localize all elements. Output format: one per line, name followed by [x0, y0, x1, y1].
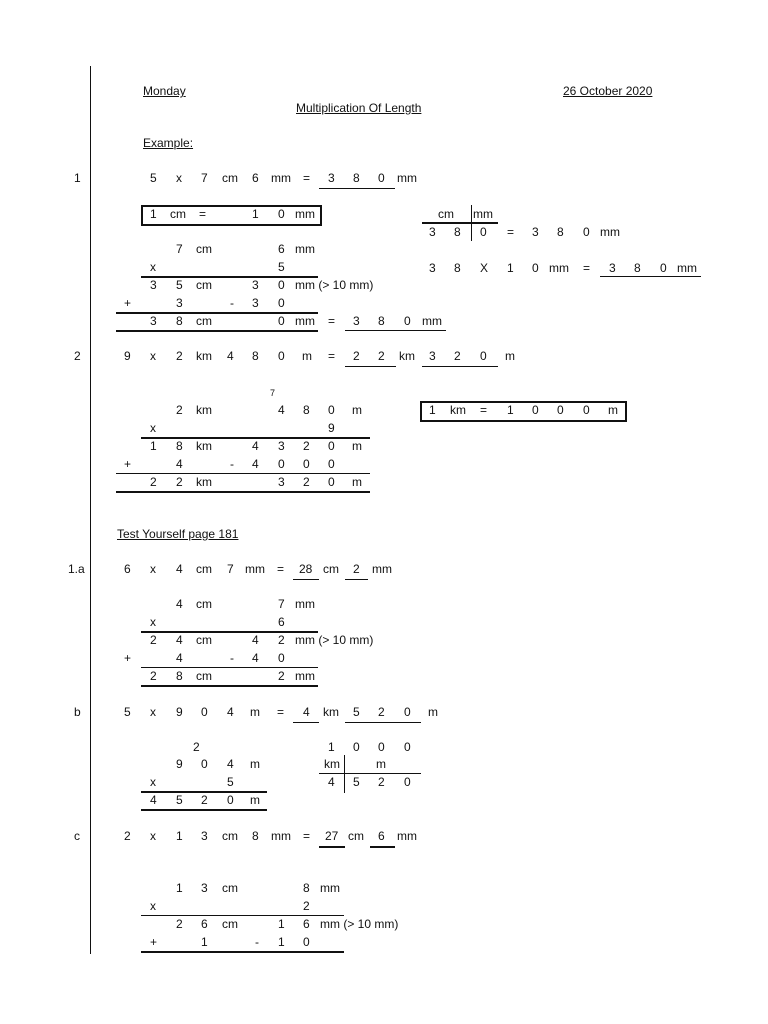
work-digit: 8	[303, 403, 310, 417]
multiply-sign: x	[150, 899, 156, 913]
plus-sign: +	[124, 296, 132, 310]
work-digit: 2	[278, 669, 285, 683]
unit: cm	[348, 829, 364, 843]
minus-sign: -	[255, 935, 259, 949]
unit: cm	[222, 171, 238, 185]
term: 6	[252, 171, 259, 185]
question-number: c	[74, 829, 80, 843]
conversion-unit: mm	[295, 207, 315, 221]
work-digit: 2	[176, 917, 183, 931]
conversion-operator: =	[199, 207, 207, 221]
work-digit: 1	[176, 881, 183, 895]
answer-digit: 3	[429, 349, 436, 363]
term: 3	[429, 261, 436, 275]
work-digit: 8	[303, 881, 310, 895]
margin-line	[90, 66, 91, 954]
work-unit: cm	[196, 669, 212, 683]
answer-underline	[345, 366, 396, 367]
unit: mm	[677, 261, 697, 275]
work-digit: 3	[278, 475, 285, 489]
work-digit: 5	[176, 793, 183, 807]
term: 1	[176, 829, 183, 843]
work-digit: 0	[227, 793, 234, 807]
work-unit: cm	[196, 278, 212, 292]
work-digit: 1	[278, 935, 285, 949]
answer-digit: 2	[454, 349, 461, 363]
chart-digit: 5	[353, 775, 360, 789]
unit: mm	[397, 171, 417, 185]
chart-digit: 0	[404, 775, 411, 789]
work-digit: 2	[176, 403, 183, 417]
answer-value: 27	[325, 829, 339, 843]
work-digit: 3	[252, 278, 259, 292]
work-digit: 9	[328, 421, 335, 435]
work-rule	[141, 276, 318, 278]
work-unit: m	[352, 403, 362, 417]
unit: cm	[196, 562, 212, 576]
work-digit: 9	[176, 757, 183, 771]
work-digit: 4	[252, 457, 259, 471]
answer-digit: 0	[480, 349, 487, 363]
unit: km	[196, 349, 212, 363]
operator: x	[150, 705, 156, 719]
answer-digit: 8	[353, 171, 360, 185]
work-digit: 3	[278, 439, 285, 453]
operator: =	[507, 225, 515, 239]
chart-digit: 0	[353, 740, 360, 754]
work-rule	[141, 631, 318, 633]
term: 0	[201, 705, 208, 719]
question-number: b	[74, 705, 81, 719]
work-digit: 8	[176, 669, 183, 683]
work-unit: m	[352, 475, 362, 489]
work-unit: m	[352, 439, 362, 453]
unit: m	[505, 349, 515, 363]
unit: mm	[600, 225, 620, 239]
chart-digit: 1	[328, 740, 335, 754]
operator: =	[303, 171, 311, 185]
work-unit: mm	[320, 881, 340, 895]
answer-digit: 3	[609, 261, 616, 275]
chart-digit: 0	[404, 740, 411, 754]
term: 2	[124, 829, 131, 843]
work-digit: 4	[278, 403, 285, 417]
operator: x	[150, 829, 156, 843]
work-digit: 0	[278, 651, 285, 665]
work-digit: 4	[252, 633, 259, 647]
work-digit: 4	[176, 651, 183, 665]
unit: mm	[271, 829, 291, 843]
chart-digit: 3	[532, 225, 539, 239]
answer-digit: 8	[634, 261, 641, 275]
answer-digit: 3	[328, 171, 335, 185]
work-digit: 2	[303, 439, 310, 453]
answer-underline	[422, 366, 498, 367]
chart-divider	[344, 755, 345, 793]
chart-digit: 2	[378, 775, 385, 789]
unit: mm	[549, 261, 569, 275]
work-digit: 2	[150, 633, 157, 647]
work-digit: 2	[303, 475, 310, 489]
multiply-sign: x	[150, 775, 156, 789]
term: 5	[124, 705, 131, 719]
work-digit: 0	[303, 457, 310, 471]
work-rule	[141, 951, 344, 953]
work-unit: cm	[196, 633, 212, 647]
work-rule	[116, 312, 318, 314]
work-digit: 2	[303, 899, 310, 913]
work-digit: 6	[278, 242, 285, 256]
term: 5	[150, 171, 157, 185]
work-digit: 2	[278, 633, 285, 647]
work-digit: 1	[150, 439, 157, 453]
work-digit: 4	[252, 439, 259, 453]
work-rule	[141, 809, 267, 811]
work-digit: 3	[252, 296, 259, 310]
term: 7	[227, 562, 234, 576]
answer-digit: 8	[378, 314, 385, 328]
answer-underline	[370, 846, 395, 848]
work-digit: 2	[150, 475, 157, 489]
term: 4	[227, 349, 234, 363]
page-title: Multiplication Of Length	[296, 101, 422, 115]
answer-value: 2	[353, 562, 360, 576]
term: 8	[252, 349, 259, 363]
term: 6	[124, 562, 131, 576]
unit: cm	[222, 829, 238, 843]
work-note: mm (> 10 mm)	[320, 917, 399, 931]
term: 1	[507, 261, 514, 275]
unit: km	[399, 349, 415, 363]
multiply-sign: x	[150, 260, 156, 274]
work-digit: 2	[201, 793, 208, 807]
answer-digit: 0	[660, 261, 667, 275]
chart-rule	[422, 222, 498, 224]
work-digit: 0	[303, 935, 310, 949]
work-digit: 3	[150, 278, 157, 292]
work-unit: cm	[196, 242, 212, 256]
conversion-term: 1	[429, 403, 436, 417]
chart-digit: 8	[557, 225, 564, 239]
work-rule	[141, 667, 318, 668]
answer-value: 6	[378, 829, 385, 843]
answer-value: 28	[299, 562, 313, 576]
work-digit: 8	[176, 439, 183, 453]
unit: mm	[372, 562, 392, 576]
answer-underline	[293, 722, 319, 723]
term: 8	[454, 261, 461, 275]
term: 3	[201, 829, 208, 843]
multiply-sign: x	[150, 615, 156, 629]
work-unit: cm	[222, 881, 238, 895]
operator: =	[583, 261, 591, 275]
work-note: mm (> 10 mm)	[295, 278, 374, 292]
unit: m	[428, 705, 438, 719]
conversion-term: 0	[583, 403, 590, 417]
operator: =	[328, 349, 336, 363]
work-digit: 0	[278, 314, 285, 328]
chart-rule	[319, 773, 421, 774]
answer-underline	[293, 579, 319, 580]
term: 0	[532, 261, 539, 275]
work-digit: 3	[176, 296, 183, 310]
answer-underline	[345, 722, 421, 723]
conversion-term: 0	[278, 207, 285, 221]
answer-underline	[345, 579, 368, 580]
work-digit: 6	[201, 917, 208, 931]
minus-sign: -	[230, 296, 234, 310]
answer-digit: 0	[378, 171, 385, 185]
conversion-unit: km	[450, 403, 466, 417]
unit: km	[323, 705, 339, 719]
work-digit: 2	[176, 475, 183, 489]
work-digit: 0	[328, 439, 335, 453]
unit: mm	[397, 829, 417, 843]
work-unit: cm	[196, 314, 212, 328]
work-rule	[141, 685, 318, 687]
chart-digit: 4	[328, 775, 335, 789]
unit: mm	[422, 314, 442, 328]
chart-digit: 0	[378, 740, 385, 754]
operator: X	[480, 261, 489, 275]
answer-digit: 2	[378, 705, 385, 719]
term: 2	[176, 349, 183, 363]
work-digit: 1	[278, 917, 285, 931]
work-digit: 0	[278, 296, 285, 310]
work-unit: m	[250, 757, 260, 771]
minus-sign: -	[230, 651, 234, 665]
question-number: 1	[74, 171, 81, 185]
operator: =	[277, 705, 285, 719]
work-digit: 7	[278, 597, 285, 611]
example-heading: Example:	[143, 136, 194, 150]
conversion-term: 1	[507, 403, 514, 417]
conversion-operator: =	[480, 403, 488, 417]
work-digit: 5	[227, 775, 234, 789]
date-label: 26 October 2020	[563, 84, 653, 98]
term: 4	[176, 562, 183, 576]
work-digit: 7	[176, 242, 183, 256]
answer-underline	[319, 188, 395, 189]
work-rule	[116, 491, 370, 493]
operator: x	[176, 171, 182, 185]
answer-digit: 2	[378, 349, 385, 363]
work-unit: cm	[196, 597, 212, 611]
work-digit: 0	[328, 475, 335, 489]
work-digit: 4	[150, 793, 157, 807]
work-digit: 1	[201, 935, 208, 949]
test-heading: Test Yourself page 181	[117, 527, 239, 541]
answer-digit: 2	[353, 349, 360, 363]
conversion-unit: m	[608, 403, 618, 417]
work-digit: 6	[278, 615, 285, 629]
term: 7	[201, 171, 208, 185]
term: 9	[176, 705, 183, 719]
conversion-term: 1	[150, 207, 157, 221]
term: 9	[124, 349, 131, 363]
answer-digit: 0	[404, 705, 411, 719]
unit: cm	[323, 562, 339, 576]
operator: =	[303, 829, 311, 843]
term: 8	[252, 829, 259, 843]
work-digit: 4	[227, 757, 234, 771]
work-digit: 2	[150, 669, 157, 683]
operator: =	[328, 314, 336, 328]
work-note: mm (> 10 mm)	[295, 633, 374, 647]
work-digit: 0	[278, 457, 285, 471]
conversion-term: 1	[252, 207, 259, 221]
chart-digit: 3	[429, 225, 436, 239]
work-unit: mm	[295, 314, 315, 328]
work-digit: 5	[278, 260, 285, 274]
work-digit: 3	[150, 314, 157, 328]
carry-digit: 7	[270, 388, 276, 398]
question-number: 2	[74, 349, 81, 363]
work-unit: mm	[295, 242, 315, 256]
work-digit: 4	[252, 651, 259, 665]
work-digit: 0	[328, 457, 335, 471]
unit: m	[250, 705, 260, 719]
plus-sign: +	[124, 651, 132, 665]
work-digit: 5	[176, 278, 183, 292]
unit: m	[302, 349, 312, 363]
conversion-term: 0	[532, 403, 539, 417]
answer-digit: 5	[353, 705, 360, 719]
question-number: 1.a	[68, 562, 85, 576]
answer-digit: 4	[303, 705, 310, 719]
chart-header: m	[376, 757, 386, 771]
answer-underline	[345, 330, 446, 331]
work-unit: mm	[295, 597, 315, 611]
plus-sign: +	[124, 457, 132, 471]
chart-digit: 8	[454, 225, 461, 239]
work-digit: 0	[328, 403, 335, 417]
chart-header: mm	[473, 207, 493, 221]
work-rule	[116, 330, 318, 332]
work-rule	[141, 915, 344, 916]
chart-header: km	[324, 757, 340, 771]
chart-digit: 0	[480, 225, 487, 239]
plus-sign: +	[150, 935, 158, 949]
work-digit: 8	[176, 314, 183, 328]
term: 4	[227, 705, 234, 719]
work-unit: mm	[295, 669, 315, 683]
work-unit: m	[250, 793, 260, 807]
chart-digit: 0	[583, 225, 590, 239]
operator: =	[277, 562, 285, 576]
work-digit: 3	[201, 881, 208, 895]
term: 0	[278, 349, 285, 363]
chart-header: cm	[438, 207, 454, 221]
work-digit: 4	[176, 597, 183, 611]
day-label: Monday	[143, 84, 186, 98]
work-rule	[116, 473, 370, 474]
conversion-unit: cm	[170, 207, 186, 221]
work-digit: 6	[303, 917, 310, 931]
conversion-term: 0	[557, 403, 564, 417]
operator: x	[150, 349, 156, 363]
work-unit: km	[196, 475, 212, 489]
work-digit: 0	[278, 278, 285, 292]
work-unit: cm	[222, 917, 238, 931]
operator: x	[150, 562, 156, 576]
unit: mm	[245, 562, 265, 576]
minus-sign: -	[230, 457, 234, 471]
work-digit: 0	[201, 757, 208, 771]
answer-digit: 0	[404, 314, 411, 328]
work-unit: km	[196, 403, 212, 417]
unit: mm	[271, 171, 291, 185]
work-digit: 4	[176, 457, 183, 471]
answer-digit: 3	[353, 314, 360, 328]
answer-underline	[319, 846, 345, 848]
work-digit: 4	[176, 633, 183, 647]
carry-digit: 2	[193, 740, 200, 754]
work-unit: km	[196, 439, 212, 453]
multiply-sign: x	[150, 421, 156, 435]
answer-underline	[600, 276, 701, 277]
